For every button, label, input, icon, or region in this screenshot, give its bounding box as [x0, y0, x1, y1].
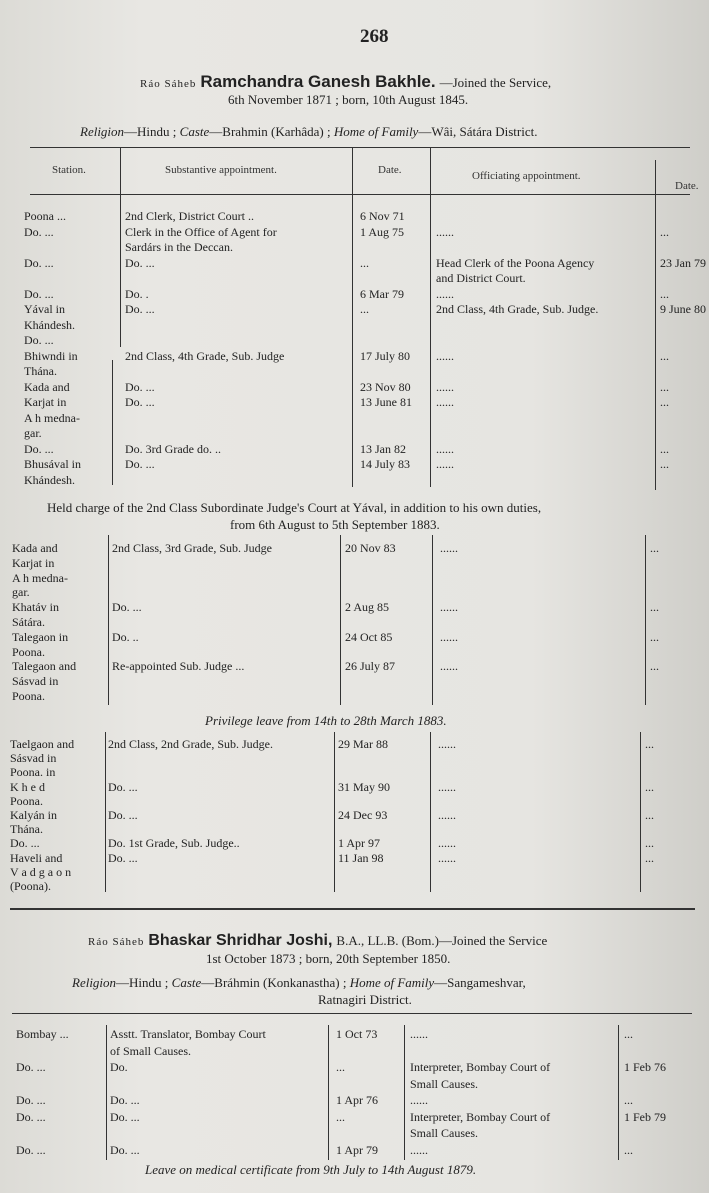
cell-station: Karjat in: [24, 395, 67, 409]
cell-station: Thána.: [10, 822, 43, 837]
cell-officiating: and District Court.: [436, 271, 526, 285]
cell-station: Khándesh.: [24, 317, 75, 332]
col-div: [655, 160, 656, 490]
cell-date2: ...: [645, 836, 654, 851]
col-div: [106, 1025, 107, 1160]
cell-officiating: ......: [436, 286, 454, 301]
cell-station: Do. ...: [10, 836, 40, 851]
cell-station: Poona. in: [10, 765, 56, 780]
officer1-details: [80, 124, 537, 140]
cell-station: Bombay ...: [16, 1027, 69, 1041]
note-medical-leave: Leave on medical certificate from 9th July to 14th August 1879.: [145, 1162, 477, 1177]
caste-value: —Brahmin (Karhâda) ;: [209, 124, 331, 139]
cell-station: Thána.: [24, 364, 57, 378]
cell-date2: ...: [660, 348, 669, 363]
cell-date: 1 Apr 76: [336, 1093, 378, 1107]
cell-substantive: 2nd Clerk, District Court ..: [125, 209, 254, 223]
cell-substantive: Do. 3rd Grade do. ..: [125, 441, 221, 456]
cell-station: Kada and: [24, 379, 70, 394]
cell-substantive: Do. ...: [125, 302, 155, 316]
cell-officiating: ......: [438, 850, 456, 865]
cell-date: 11 Jan 98: [338, 850, 384, 865]
cell-station: A h medna-: [24, 410, 80, 425]
col-div: [105, 732, 106, 892]
officer2-name: Bhaskar Shridhar Joshi,: [148, 932, 333, 949]
cell-date2: ...: [624, 1027, 633, 1041]
officer2-quals: B.A., LL.B. (Bom.): [336, 933, 439, 948]
officer2-details: [72, 975, 526, 991]
cell-date: 1 Apr 97: [338, 836, 380, 851]
header-substantive: Substantive appointment.: [165, 164, 277, 176]
officer2-home-2: Ratnagiri District.: [318, 992, 412, 1007]
col-div: [108, 535, 109, 705]
cell-substantive: Do. ..: [112, 629, 139, 644]
cell-date: ...: [360, 255, 369, 270]
rule-top-2: [12, 1013, 692, 1014]
header-officiating: Officiating appointment.: [472, 170, 581, 182]
cell-officiating: ......: [410, 1027, 428, 1041]
cell-officiating: ......: [440, 541, 458, 555]
cell-substantive: Re-appointed Sub. Judge ...: [112, 659, 245, 674]
cell-date: 6 Mar 79: [360, 286, 404, 301]
col-div: [645, 535, 646, 705]
cell-substantive: Do. ...: [125, 255, 155, 270]
cell-date2: ...: [624, 1142, 633, 1157]
col-div: [340, 535, 341, 705]
header-date2: Date.: [675, 180, 699, 192]
note-privilege-leave: Privilege leave from 14th to 28th March 1883.: [205, 713, 447, 728]
officer2-heading: [88, 932, 547, 950]
note-charge-1: Held charge of the 2nd Class Subordinate Judge's Court at Yával, in addition to his own duties,: [47, 500, 542, 515]
cell-station: A h medna-: [12, 570, 68, 585]
religion-label: Religion: [72, 975, 117, 990]
cell-officiating: Small Causes.: [410, 1126, 478, 1140]
cell-date: 14 July 83: [360, 457, 411, 471]
cell-station: Bhusával in: [24, 457, 81, 471]
cell-date: 1 Aug 75: [360, 224, 405, 239]
cell-substantive: Do. ...: [125, 395, 155, 409]
cell-date: 20 Nov 83: [345, 541, 396, 555]
cell-date: 1 Apr 79: [336, 1142, 378, 1157]
cell-substantive: Sardárs in the Deccan.: [125, 240, 233, 254]
home-value: —Wâi, Sátára District.: [418, 124, 538, 139]
cell-station: Khándesh.: [24, 472, 75, 487]
cell-date: ...: [336, 1109, 345, 1124]
cell-substantive: Do. ...: [110, 1093, 140, 1107]
cell-date2: ...: [645, 779, 654, 794]
col-div: [120, 147, 121, 347]
cell-date2: ...: [645, 808, 654, 822]
cell-date2: 9 June 80: [660, 302, 706, 316]
cell-substantive: Asstt. Translator, Bombay Court: [110, 1027, 266, 1041]
caste-label: Caste: [171, 975, 202, 990]
cell-date2: ...: [660, 441, 669, 456]
cell-station: Sátára.: [12, 615, 45, 629]
cell-station: Taelgaon and: [10, 737, 75, 751]
cell-date: 2 Aug 85: [345, 600, 390, 615]
cell-station: Do. ...: [24, 286, 54, 301]
cell-officiating: ......: [438, 737, 456, 751]
cell-substantive: Do. ...: [110, 1142, 140, 1157]
cell-officiating: Interpreter, Bombay Court of: [410, 1060, 551, 1074]
cell-substantive: Clerk in the Office of Agent for: [125, 224, 277, 239]
cell-station: Do. ...: [24, 441, 54, 456]
cell-station: Haveli and: [10, 850, 63, 865]
cell-date: ...: [336, 1060, 345, 1074]
cell-officiating: ......: [438, 836, 456, 851]
section-separator: [10, 908, 695, 910]
cell-officiating: Interpreter, Bombay Court of: [410, 1109, 551, 1124]
cell-substantive: Do. ...: [110, 1109, 140, 1124]
home-value: —Sangameshvar,: [434, 975, 526, 990]
cell-date2: ...: [645, 737, 654, 751]
cell-station: Do. ...: [16, 1109, 46, 1124]
cell-date: 17 July 80: [360, 348, 411, 363]
cell-substantive: Do. ...: [108, 779, 138, 794]
cell-officiating: ......: [436, 348, 454, 363]
officer1-heading: [140, 72, 551, 92]
col-div: [430, 732, 431, 892]
rule-header-bottom: [30, 194, 690, 195]
cell-date: 13 June 81: [360, 395, 412, 409]
cell-station: Do. ...: [16, 1093, 46, 1107]
cell-officiating: ......: [410, 1093, 428, 1107]
cell-date: 29 Mar 88: [338, 737, 388, 751]
cell-date: 24 Oct 85: [345, 629, 393, 644]
cell-substantive: Do. ...: [112, 600, 142, 615]
cell-date2: 1 Feb 79: [624, 1109, 666, 1124]
cell-date2: ...: [650, 629, 659, 644]
cell-date: 6 Nov 71: [360, 209, 405, 223]
officer1-name: Ramchandra Ganesh Bakhle.: [200, 72, 436, 91]
cell-date: 24 Dec 93: [338, 808, 388, 822]
cell-station: gar.: [12, 585, 30, 600]
cell-station: Poona.: [12, 644, 45, 659]
col-div: [640, 732, 641, 892]
religion-value: —Hindu ;: [124, 124, 177, 139]
cell-officiating: ......: [410, 1142, 428, 1157]
cell-substantive: Do.: [110, 1060, 128, 1074]
cell-officiating: ......: [436, 395, 454, 409]
cell-officiating: 2nd Class, 4th Grade, Sub. Judge.: [436, 302, 599, 316]
cell-station: Kada and: [12, 541, 58, 555]
cell-substantive: 2nd Class, 4th Grade, Sub. Judge: [125, 348, 285, 363]
cell-substantive: 2nd Class, 3rd Grade, Sub. Judge: [112, 541, 272, 555]
cell-substantive: Do. ...: [125, 379, 155, 394]
cell-substantive: Do. 1st Grade, Sub. Judge..: [108, 836, 240, 851]
cell-substantive: Do. .: [125, 286, 149, 301]
cell-officiating: ......: [440, 659, 458, 674]
home-label: Home of Family: [349, 975, 435, 990]
cell-station: gar.: [24, 426, 42, 440]
rule-top: [30, 147, 690, 148]
header-station: Station.: [52, 164, 86, 176]
col-div: [112, 360, 113, 485]
officer2-joined: —Joined the Service: [438, 933, 548, 948]
col-div: [618, 1025, 619, 1160]
cell-officiating: ......: [436, 441, 454, 456]
cell-officiating: ......: [440, 600, 458, 615]
cell-date: 26 July 87: [345, 659, 396, 674]
col-div: [432, 535, 433, 705]
col-div: [352, 147, 353, 487]
cell-station: Do. ...: [24, 333, 54, 347]
religion-value: —Hindu ;: [116, 975, 169, 990]
officer2-title: Ráo Sáheb: [88, 936, 145, 948]
cell-date: 1 Oct 73: [336, 1027, 378, 1041]
cell-station: Do. ...: [24, 255, 54, 270]
cell-officiating: ......: [438, 808, 456, 822]
caste-value: —Bráhmin (Konkanastha) ;: [201, 975, 347, 990]
cell-station: Sásvad in: [10, 751, 57, 766]
cell-substantive: Do. ...: [108, 808, 138, 822]
cell-station: Karjat in: [12, 555, 55, 570]
cell-substantive: Do. ...: [125, 457, 155, 471]
cell-station: Do. ...: [24, 224, 54, 239]
cell-station: Khatáv in: [12, 600, 59, 615]
col-div: [328, 1025, 329, 1160]
officer1-joined: —Joined the Service,: [439, 75, 552, 90]
officer2-born: 1st October 1873 ; born, 20th September 1850.: [206, 951, 451, 966]
cell-date: 23 Nov 80: [360, 379, 411, 394]
note-charge-2: from 6th August to 5th September 1883.: [230, 517, 440, 532]
cell-date2: ...: [645, 850, 654, 865]
cell-officiating: ......: [436, 224, 454, 239]
cell-station: Talegaon in: [12, 629, 69, 644]
cell-officiating: ......: [436, 379, 454, 394]
col-div: [404, 1025, 405, 1160]
cell-station: Yával in: [24, 302, 65, 316]
cell-station: Poona.: [10, 793, 43, 808]
cell-officiating: ......: [438, 779, 456, 794]
cell-station: (Poona).: [10, 879, 51, 893]
cell-date: ...: [360, 302, 369, 316]
cell-station: V a d g a o n: [10, 864, 72, 879]
page-number: 268: [360, 26, 389, 47]
cell-date2: ...: [660, 395, 669, 409]
cell-officiating: Head Clerk of the Poona Agency: [436, 255, 595, 270]
cell-officiating: ......: [436, 457, 454, 471]
caste-label: Caste: [179, 124, 210, 139]
cell-date2: ...: [660, 457, 669, 471]
officer1-title: Ráo Sáheb: [140, 78, 197, 90]
cell-date2: ...: [624, 1093, 633, 1107]
cell-date2: ...: [660, 286, 669, 301]
cell-substantive: of Small Causes.: [110, 1043, 191, 1058]
header-date: Date.: [378, 164, 402, 176]
col-div: [430, 147, 431, 487]
col-div: [334, 732, 335, 892]
home-label: Home of Family: [333, 124, 419, 139]
cell-date2: ...: [650, 600, 659, 615]
religion-label: Religion: [80, 124, 125, 139]
cell-date: 13 Jan 82: [360, 441, 406, 456]
cell-date2: 1 Feb 76: [624, 1060, 666, 1074]
cell-date2: ...: [660, 379, 669, 394]
cell-officiating: ......: [440, 629, 458, 644]
officer1-born: 6th November 1871 ; born, 10th August 1845.: [228, 92, 469, 107]
cell-station: Do. ...: [16, 1060, 46, 1074]
cell-station: Kalyán in: [10, 808, 57, 822]
cell-station: Bhiwndi in: [24, 348, 78, 363]
cell-substantive: Do. ...: [108, 850, 138, 865]
cell-station: Do. ...: [16, 1142, 46, 1157]
cell-substantive: 2nd Class, 2nd Grade, Sub. Judge.: [108, 737, 273, 751]
cell-date2: ...: [650, 541, 659, 555]
cell-officiating: Small Causes.: [410, 1076, 478, 1091]
cell-station: K h e d: [10, 779, 45, 794]
cell-station: Talegaon and: [12, 659, 77, 674]
cell-date: 31 May 90: [338, 779, 390, 794]
cell-date2: ...: [660, 224, 669, 239]
cell-date2: 23 Jan 79: [660, 255, 706, 270]
cell-station: Poona.: [12, 689, 45, 703]
cell-date2: ...: [650, 659, 659, 674]
cell-station: Sásvad in: [12, 674, 59, 689]
cell-station: Poona ...: [24, 209, 66, 223]
